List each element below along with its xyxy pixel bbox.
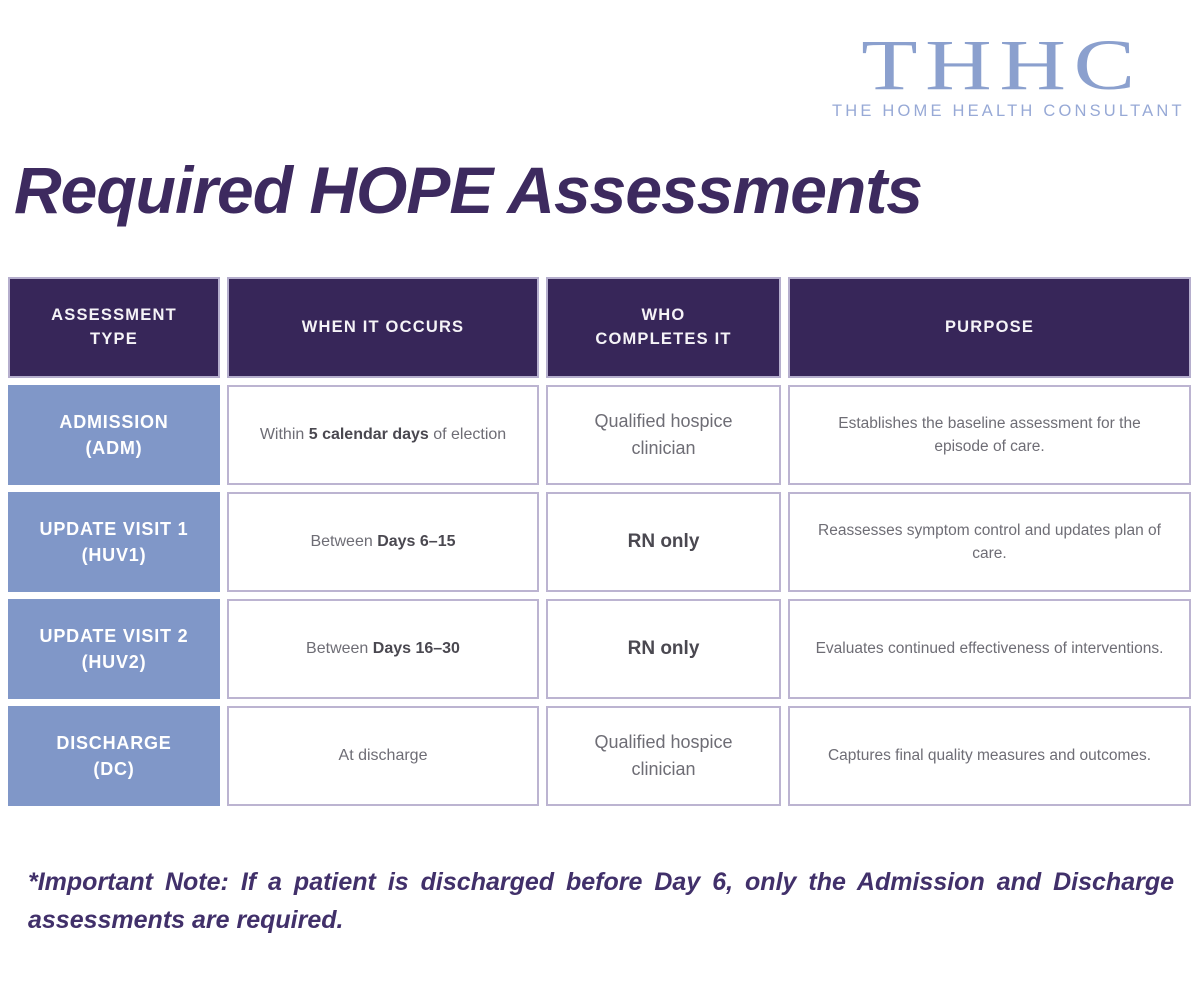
- important-note: *Important Note: If a patient is discharged before Day 6, only the Admission and Discharge assessments are required.: [28, 868, 1174, 934]
- assessment-name: DISCHARGE: [56, 732, 172, 753]
- admission-who-cell: [546, 385, 781, 485]
- page-title: Required HOPE Assessments: [14, 153, 922, 227]
- huv2-when-cell: [227, 599, 539, 699]
- admission-purpose-text: Establishes the baseline assessment for the episode of care.: [838, 414, 1141, 455]
- assessment-code: (DC): [93, 759, 135, 779]
- thhc-logo: [832, 25, 1185, 121]
- assessment-code: (ADM): [85, 438, 143, 458]
- huv1-purpose-text: Reassesses symptom control and updates plan of care.: [818, 521, 1161, 562]
- huv2-who-cell: [546, 599, 781, 699]
- header-purpose: [788, 277, 1191, 378]
- huv2-purpose-text: Evaluates continued effectiveness of interventions.: [815, 640, 1164, 658]
- discharge-purpose-text: Captures final quality measures and outcomes.: [827, 747, 1152, 765]
- header-who-completes-it: [546, 277, 781, 378]
- huv1-purpose-cell: [788, 492, 1191, 592]
- huv1-who-text: RN only: [627, 530, 700, 552]
- assessments-table: [8, 277, 1191, 806]
- assessment-code: (HUV2): [81, 652, 147, 672]
- admission-who-text: Qualified hospice clinician: [594, 411, 733, 458]
- huv2-purpose-cell: [788, 599, 1191, 699]
- huv1-when-text: Between Days 6–15: [310, 533, 456, 550]
- assessment-code: (HUV1): [81, 545, 147, 565]
- assessment-name: ADMISSION: [59, 411, 169, 432]
- header-assessment-type-label: ASSESSMENT TYPE: [51, 305, 177, 348]
- header-who-completes-it-label: WHO COMPLETES IT: [595, 305, 732, 348]
- assessment-name: UPDATE VISIT 1: [39, 518, 189, 539]
- huv2-who-text: RN only: [627, 637, 700, 659]
- discharge-who-text: Qualified hospice clinician: [594, 732, 733, 779]
- header-assessment-type: [8, 277, 220, 378]
- huv2-when-text: Between Days 16–30: [306, 640, 460, 657]
- header-purpose-label: PURPOSE: [944, 317, 1035, 336]
- discharge-purpose-cell: [788, 706, 1191, 806]
- logo-acronym: THHC: [861, 25, 1143, 105]
- row-label-admission: [8, 385, 220, 485]
- discharge-who-cell: [546, 706, 781, 806]
- header-when-it-occurs-label: WHEN IT OCCURS: [301, 317, 465, 336]
- admission-when-cell: [227, 385, 539, 485]
- row-label-discharge: [8, 706, 220, 806]
- discharge-when-text: At discharge: [338, 747, 428, 764]
- row-label-update-visit-1: [8, 492, 220, 592]
- huv1-when-cell: [227, 492, 539, 592]
- admission-when-text: Within 5 calendar days of election: [259, 426, 507, 443]
- huv1-who-cell: [546, 492, 781, 592]
- discharge-when-cell: [227, 706, 539, 806]
- logo-name: THE HOME HEALTH CONSULTANT: [832, 102, 1185, 120]
- header-when-it-occurs: [227, 277, 539, 378]
- row-label-update-visit-2: [8, 599, 220, 699]
- admission-purpose-cell: [788, 385, 1191, 485]
- assessment-name: UPDATE VISIT 2: [39, 625, 189, 646]
